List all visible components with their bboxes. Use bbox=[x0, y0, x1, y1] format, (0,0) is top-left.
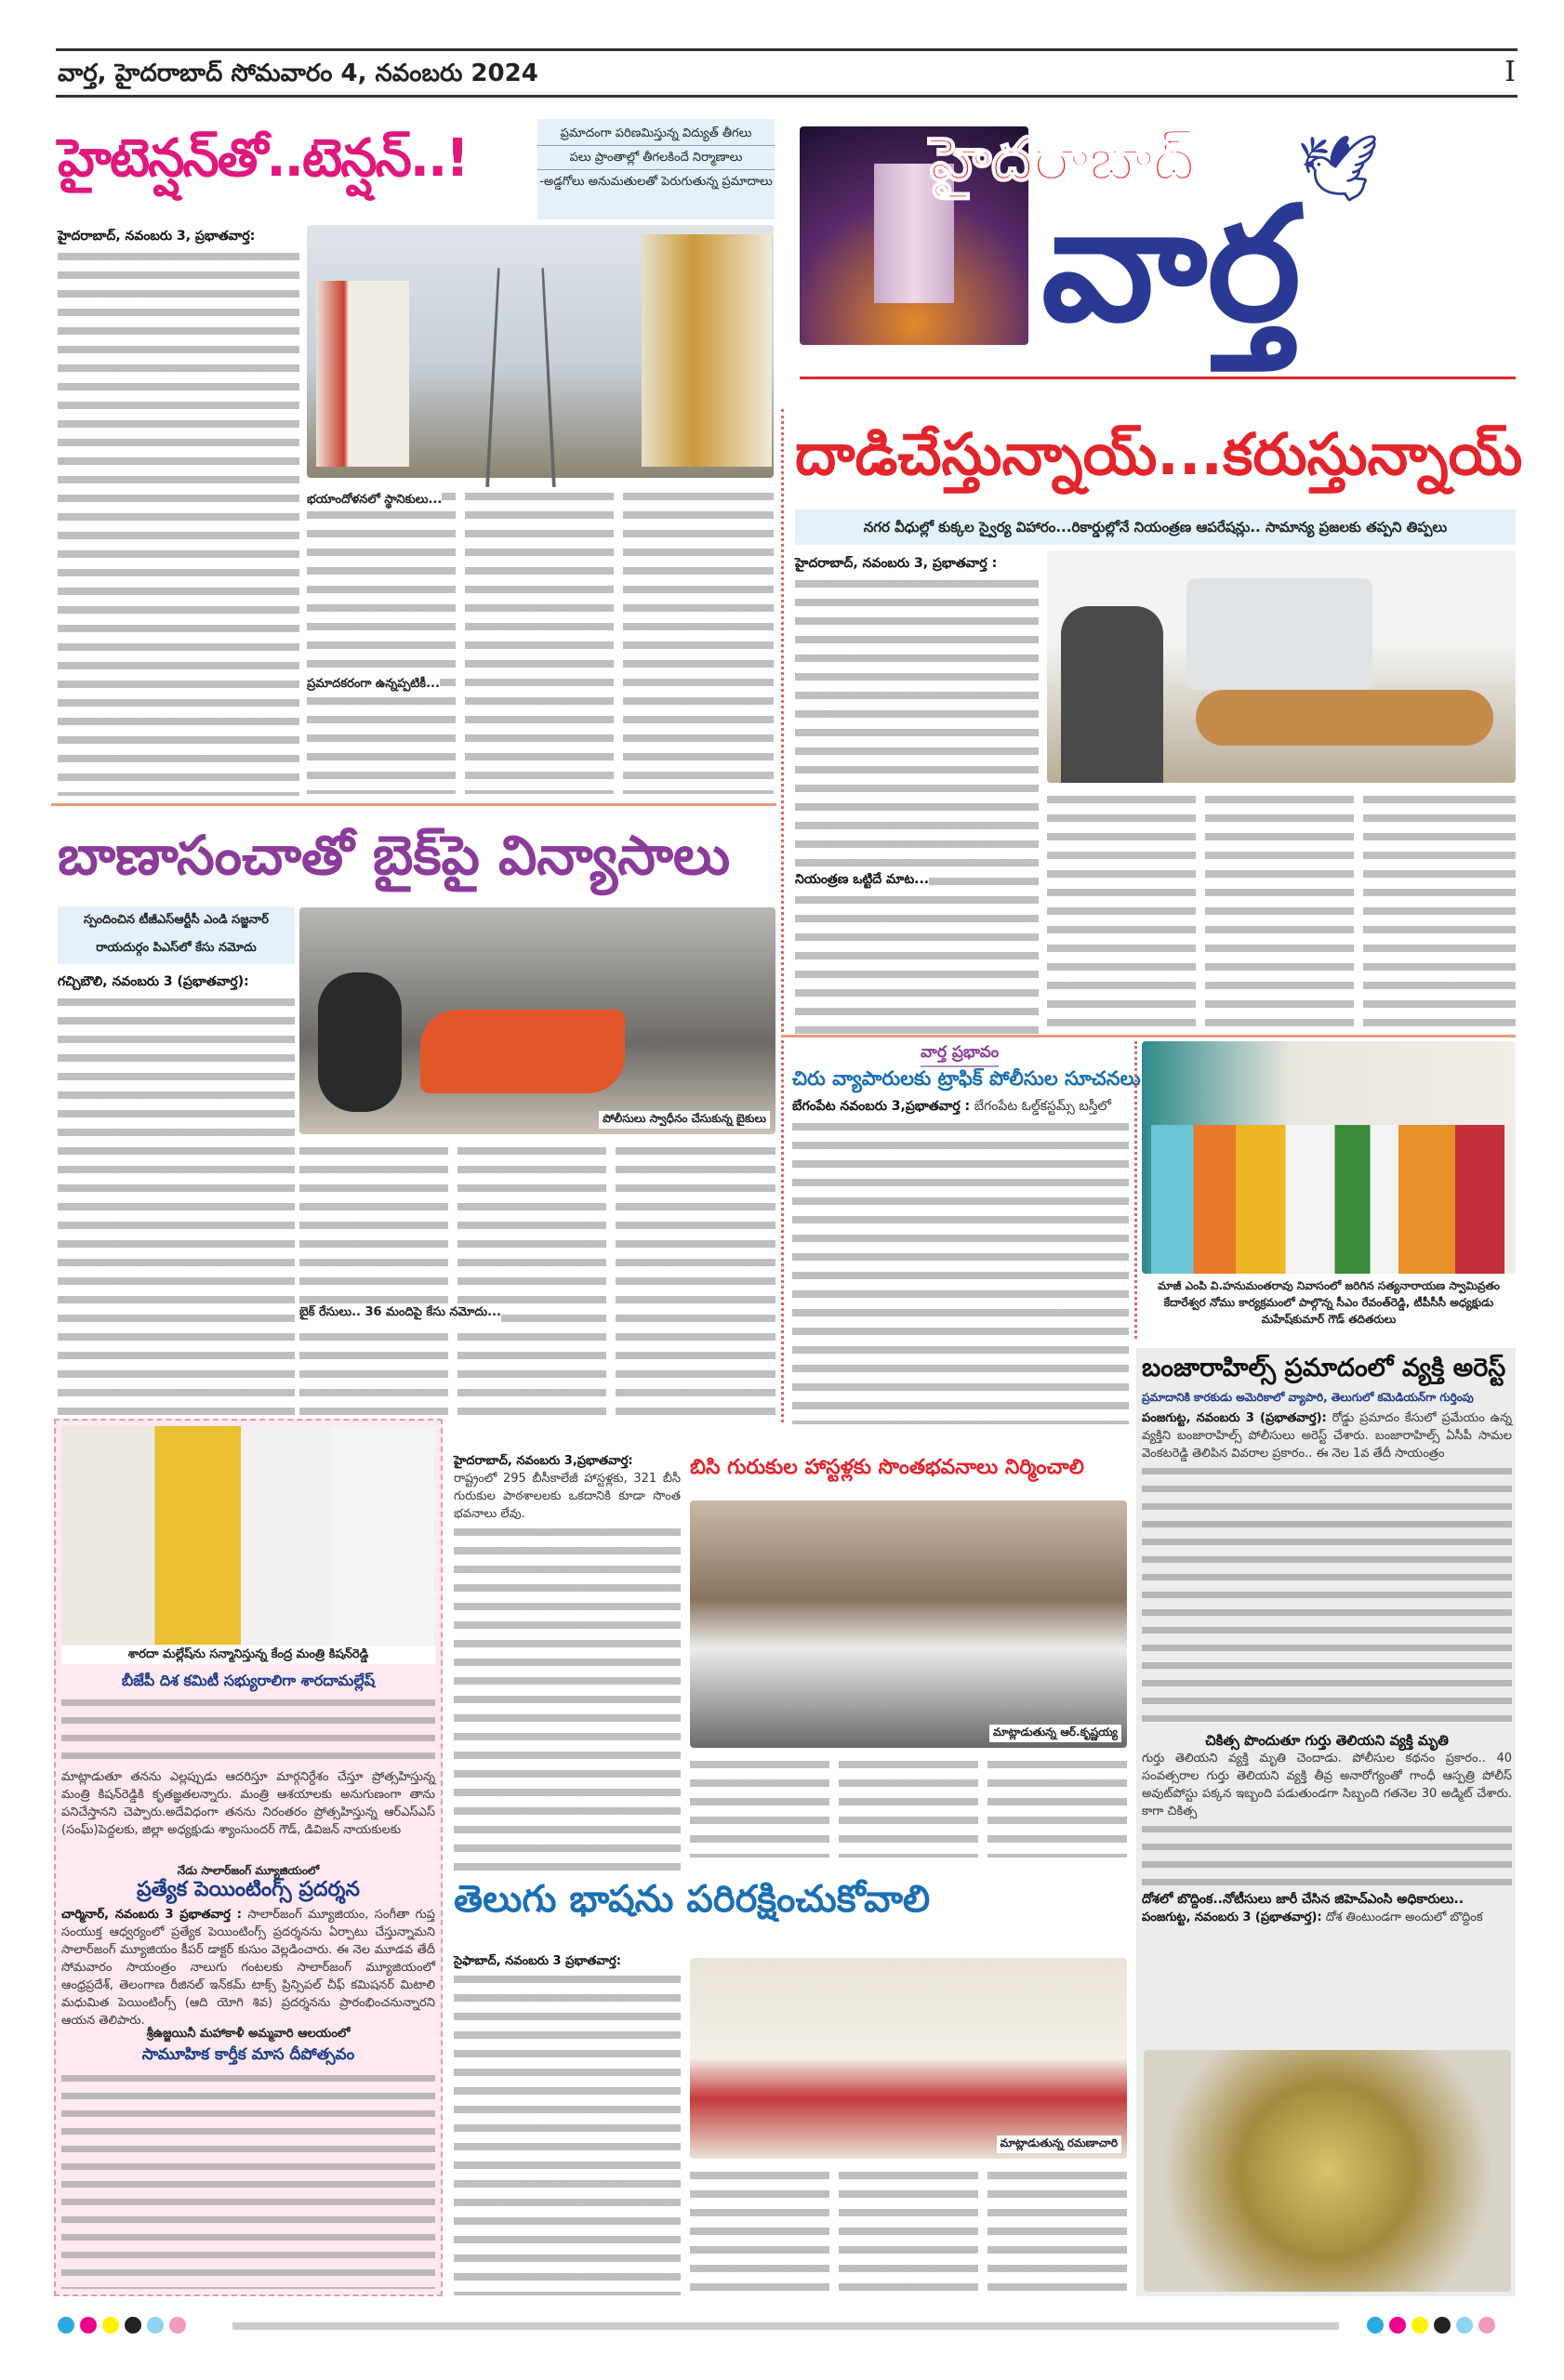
bike-subbox bbox=[58, 906, 295, 964]
banjara-h3: దోశలో బొద్దింక..నోటీసులు జారీ చేసిన జిహెచ్ఎంసి అధికారులు.. bbox=[1142, 1892, 1465, 1907]
masthead-rule bbox=[800, 377, 1516, 379]
footer-rule bbox=[232, 2322, 1339, 2330]
stray-dogs-photo bbox=[1047, 550, 1516, 783]
left-body1: మాట్లాడుతూ తనను ఎల్లప్పుడు ఆదరిస్తూ మార్గనిర్దేశం చేస్తూ ప్రోత్సహిస్తున్న మంత్రి కిషన్‌రెడ్డికి కృతజ్ఞతలన్నారు. మంత్రి ఆశయాలకు అనుగుణంగా తాను పనిచేస్తానని చెప్పారు.అదేవిధంగా తనను నిరంతరం ప్రోత్సహిస్తున్న ఆర్ఎస్ఎస్ (సంఘ్)పెద్దలకు, జిల్లా అధ్యక్షుడు శ్యాంసుందర్ గౌడ్, డివిజన్ నాయకులకు bbox=[61, 1770, 435, 1837]
print-registration-marks-right bbox=[1367, 2317, 1501, 2337]
traffic-body: బేగంపేట నవంబరు 3,ప్రభాతవార్త : బేగంపేట ఓల్డ్‌కస్టమ్స్ బస్తీలో bbox=[792, 1097, 1129, 1422]
banjara-h2: చికిత్స పొందుతూ గుర్తు తెలియని వ్యక్తి మృతి bbox=[1205, 1732, 1449, 1749]
hitension-body: హైదరాబాద్, నవంబరు 3, ప్రభాతవార్త: bbox=[58, 227, 299, 794]
sub-line: పలు ప్రాంతాల్లో తీగలకిందే నిర్మాణాలు bbox=[537, 146, 775, 170]
photo-caption: పోలీసులు స్వాధీనం చేసుకున్న బైకులు bbox=[599, 1111, 770, 1129]
bike-headline: బాణాసంచాతో బైక్‌పై విన్యాసాలు bbox=[58, 824, 731, 887]
cm-event-photo bbox=[1142, 1041, 1516, 1274]
hitension-subhead-1: భయాందోళనలో స్థానికులు... bbox=[307, 493, 442, 509]
left-kicker2: నేడు సాలార్‌జంగ్ మ్యూజియంలో bbox=[177, 1864, 320, 1877]
print-registration-marks-left bbox=[58, 2317, 192, 2337]
top-rule bbox=[56, 48, 1518, 51]
divider bbox=[781, 1035, 1516, 1038]
photo-caption: మాట్లాడుతున్న రమణాచారి bbox=[997, 2135, 1122, 2153]
left-h3: సామూహిక కార్తీక మాస దీపోత్సవం bbox=[141, 2045, 355, 2064]
left-h1: బీజేపీ దిశ కమిటీ సభ్యురాలిగా శారదామల్లేష్ bbox=[121, 1672, 376, 1689]
cm-photo-caption: మాజీ ఎంపి వి.హనుమంతరావు నివాసంలో జరిగిన సత్యనారాయణ స్వామివ్రతం కేదారేశ్వర నోము కార్యక్రమంలో పాల్గొన్న సీఎం రేవంత్‌రెడ్డి, టీపీసీసీ అధ్యక్షుడు మహేష్‌కుమార్ గౌడ్ తదితరులు bbox=[1158, 1279, 1500, 1326]
dogs-subbar: నగర వీధుల్లో కుక్కల స్వైర్య విహారం...రికార్డుల్లోనే నియంత్రణ ఆపరేషన్లు.. సామాన్య ప్రజలకు తప్పని తిప్పలు bbox=[795, 509, 1516, 545]
sub-line: రాయదుర్గం పిఎస్‌లో కేసు నమోదు bbox=[96, 941, 257, 955]
telugu-body: సైఫాబాద్, నవంబరు 3 ప్రభాతవార్త: bbox=[454, 1952, 681, 2296]
hitension-headline: హైటెన్షన్‌తో..టెన్షన్..! bbox=[58, 128, 468, 189]
page-number: I bbox=[1504, 56, 1516, 88]
photo-caption: శారదా మల్లేష్‌ను సన్మానిస్తున్న కేంద్ర మంత్రి కిషన్‌రెడ్డి bbox=[61, 1646, 435, 1664]
bike-body: గచ్చిబౌలి, నవంబరు 3 (ప్రభాతవార్త): bbox=[58, 972, 295, 1419]
telugu-event-photo bbox=[690, 1958, 1127, 2159]
telugu-headline: తెలుగు భాషను పరిరక్షించుకోవాలి bbox=[454, 1878, 931, 1921]
divider bbox=[781, 409, 784, 1422]
dogs-body: హైదరాబాద్, నవంబరు 3, ప్రభాతవార్త : నియంత్రణ ఒట్టిదే మాట... bbox=[795, 554, 1039, 1033]
banjara-sub: ప్రమాదానికి కారకుడు అమెరికాలో వ్యాపారి, తెలుగులో కమెడియన్‌గా గుర్తింపు bbox=[1142, 1391, 1474, 1404]
divider bbox=[1134, 1041, 1137, 1339]
dosa-cockroach-photo bbox=[1144, 2050, 1511, 2292]
traffic-headline: చిరు వ్యాపారులకు ట్రాఫిక్ పోలీసుల సూచనలు bbox=[792, 1067, 1141, 1090]
left-h2: ప్రత్యేక పెయింటింగ్స్ ప్రదర్శన bbox=[137, 1878, 360, 1901]
seized-bikes-photo bbox=[299, 907, 775, 1134]
sub-line: -అడ్డగోలు అనుమతులతో పెరుగుతున్న ప్రమాదాలు bbox=[539, 175, 773, 189]
power-tower-photo bbox=[307, 225, 774, 478]
sub-line: ప్రమాదంగా పరిణమిస్తున్న విద్యుత్ తీగలు bbox=[537, 122, 775, 146]
hostels-photo bbox=[690, 1501, 1127, 1748]
masthead-city: హైదరాబాద్ bbox=[930, 126, 1196, 194]
banjara-body: పంజగుట్ట, నవంబరు 3 (ప్రభాతవార్త): రోడ్డు ప్రమాదం కేసులో ప్రమేయం ఉన్న వ్యక్తిని బంజారాహిల్స్ పోలీసులు అరెస్ట్ చేశారు. బంజారాహిల్స్ ఏసీపీ సామల వెంకటరెడ్డి తెలిపిన వివరాల ప్రకారం.. ఈ నెల 1వ తేదీ సాయంత్రం చికిత్స పొందుతూ గుర్తు తెలియని వ్యక్తి మృతి గుర్తు తెలియని వ్యక్తి మృతి చెందాడు. పోలీసుల కథనం ప్రకారం.. 40 సంవత్సరాల గుర్తు తెలియని వ్యక్తి తీవ్ర అనారోగ్యంతో గాంధీ ఆస్పత్రి పోలీస్ అవుట్‌పోస్టు పక్కన ఇబ్బంది పడుతుండగా సిబ్బంది గతనెల 30 అడ్మిట్ చేశారు. కాగా చికిత్స దోశలో బొద్దింక..నోటీసులు జారీ చేసిన జిహెచ్ఎంసి అధికారులు.. పంజగుట్ట, నవంబరు 3 (ప్రభాతవార్త): దోశ తింటుండగా అందులో బొద్దింక bbox=[1142, 1411, 1513, 1924]
dove-logo-icon: 🕊 bbox=[1297, 130, 1380, 206]
left-kicker3: శ్రీఉజ్జయినీ మహాకాళీ అమ్మవారి ఆలయంలో bbox=[146, 2027, 351, 2041]
sub-line: స్పందించిన టీజీఎస్ఆర్టీసీ ఎండి సజ్జనార్ bbox=[84, 913, 269, 927]
photo-caption: మాట్లాడుతున్న ఆర్.కృష్ణయ్య bbox=[989, 1725, 1121, 1742]
divider bbox=[51, 803, 776, 806]
header-rule bbox=[56, 95, 1518, 98]
hostels-headline: బిసి గురుకుల హాస్టళ్లకు సొంతభవనాలు నిర్మించాలి bbox=[690, 1456, 1084, 1479]
masthead-paper: వార్త bbox=[1041, 173, 1301, 357]
hitension-subhead-2: ప్రమాదకరంగా ఉన్నప్పటికీ... bbox=[307, 677, 440, 694]
left-body2: చార్మినార్, నవంబరు 3 ప్రభాతవార్త : సాలార్‌జంగ్ మ్యూజియం, సంగీతా గుప్త సంయుక్త ఆధ్వర్యంలో ప్రత్యేక పెయింటింగ్స్ ప్రదర్శనను ఏర్పాటు చేస్తున్నామని సాలార్‌జంగ్ మ్యూజియం కీపర్ డాక్టర్ కుసుం వెల్లడించారు. ఈ నెల మూడవ తేదీ సోమవారం సాయంత్రం నాలుగు గంటలకు సాలార్‌జంగ్ మ్యూజియంలో ఆంధ్రప్రదేశ్, తెలంగాణ రీజినల్ ఇన్‌కమ్ టాక్స్ ప్రిన్సిపల్ చీఫ్ కమిషనర్ మిటాలి మధుమిత పెయింటింగ్స్ (ఆది యోగి శివ) ప్రదర్శనను ప్రారంభించనున్నారని ఆయన తెలిపారు. bbox=[61, 1908, 435, 2028]
traffic-kicker: వార్త ప్రభావం bbox=[921, 1043, 999, 1067]
bike-subhead: బైక్ రేసులు.. 36 మందిపై కేసు నమోదు... bbox=[299, 1305, 501, 1322]
banjara-headline: బంజారాహిల్స్ ప్రమాదంలో వ్యక్తి అరెస్ట్ bbox=[1142, 1354, 1506, 1382]
sarada-mallesh-photo bbox=[61, 1426, 435, 1645]
hostels-body: హైదరాబాద్, నవంబరు 3,ప్రభాతవార్త: రాష్ట్రంలో 295 బీసీకాలేజీ హాస్టళ్లకు, 321 బీసీ గురుకుల పాఠశాలలకు ఒకదానికి కూడా సొంత భవనాలు లేవు. bbox=[454, 1452, 681, 1861]
dogs-headline: దాడిచేస్తున్నాయ్...కరుస్తున్నాయ్ bbox=[795, 420, 1523, 488]
page-dateline: వార్త, హైదరాబాద్ సోమవారం 4, నవంబరు 2024 bbox=[58, 60, 538, 87]
hitension-subbox bbox=[537, 119, 775, 219]
